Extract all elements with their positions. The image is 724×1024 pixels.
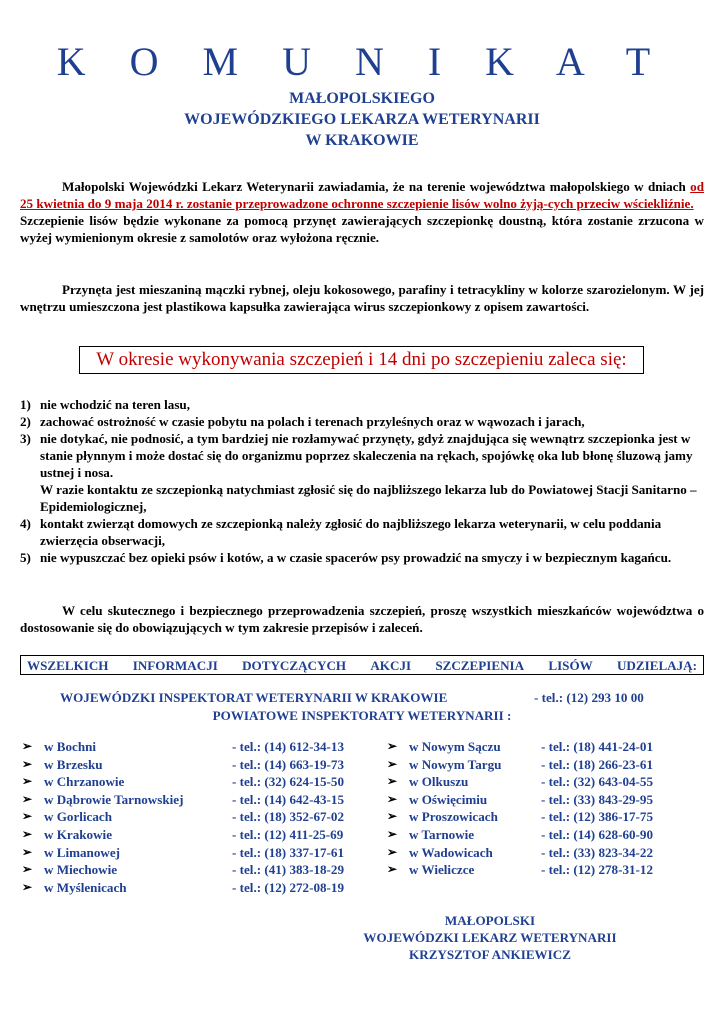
arrow-bullet-icon: ➢ [387,774,398,789]
contact-phone: - tel.: (14) 612-34-13 [232,739,344,754]
list-item [20,549,710,566]
arrow-bullet-icon: ➢ [22,739,33,753]
contact-row [387,861,687,879]
contact-row [387,773,687,791]
contact-name: w Myślenicach [44,879,127,895]
arrow-bullet-icon: ➢ [22,879,33,894]
list-item [20,396,710,413]
vaccination-period-highlight: od 25 kwietnia do 9 maja 2014 r. zostanie przeprowadzone ochronne szczepienie lisów wolno żyją-cych przeciw wściekliźnie. [20,179,704,211]
contact-row [22,826,382,844]
contact-phone: - tel.: (18) 266-23-61 [541,756,653,772]
contact-phone: - tel.: (12) 411-25-69 [232,826,344,842]
info-word: SZCZEPIENIA [435,658,525,673]
arrow-bullet-icon: ➢ [387,809,398,824]
info-word: INFORMACJI [132,658,218,673]
contact-row [387,826,687,844]
contact-phone: - tel.: (12) 278-31-12 [541,862,653,878]
intro-text-2: Szczepienie lisów będzie wykonane za pomocą przynęt zawierających szczepionkę doustną, która zostanie zrzucona w wyżej wymienionym okresie z samolotów oraz wyłożona ręcznie. [20,213,704,245]
appeal-paragraph: W celu skutecznego i bezpiecznego przeprowadzenia szczepień, proszę wszystkich mieszkańców województwa o dostosowanie się do obowiązujących w tym zakresie przepisów i zaleceń. [20,603,704,635]
info-word: UDZIELAJĄ: [616,658,697,673]
list-text: nie wchodzić na teren lasu, [40,397,190,412]
list-item [20,413,710,430]
contact-name: w Nowym Targu [409,756,502,772]
contact-name: w Proszowicach [409,809,498,825]
contact-row [22,808,382,826]
main-inspectorate-name: WOJEWÓDZKI INSPEKTORAT WETERYNARII W KRAKOWIE [60,690,448,705]
info-word: AKCJI [370,658,412,673]
list-text: nie dotykać, nie podnosić, a tym bardziej nie rozłamywać przynęty, gdyż znajdująca się wewnątrz szczepionka jest w stanie płynnym i może dostać się do organizmu poprzez skaleczenia na rękach, spojówkę oka lub błonę śluzową jamy ustnej i nosa. [40,431,693,480]
contact-phone: - tel.: (12) 386-17-75 [541,809,653,825]
contact-row [387,808,687,826]
contact-name: w Tarnowie [409,826,475,842]
contact-phone: - tel.: (33) 823-34-22 [541,844,653,860]
arrow-bullet-icon: ➢ [22,791,33,806]
contact-row [387,791,687,809]
arrow-bullet-icon: ➢ [387,862,398,877]
list-item [20,515,710,549]
contact-name: w Dąbrowie Tarnowskiej [44,791,184,807]
contact-name: w Nowym Sączu [409,739,501,754]
intro-paragraph [20,178,704,246]
contact-name: w Brzesku [44,756,103,772]
arrow-bullet-icon: ➢ [387,791,398,806]
arrow-bullet-icon: ➢ [387,739,398,753]
signature-block [300,912,680,963]
contact-row [387,844,687,862]
list-number: 3) [20,431,31,446]
contact-phone: - tel.: (41) 383-18-29 [232,862,344,878]
contact-name: w Olkuszu [409,774,469,790]
contact-name: w Gorlicach [44,809,113,825]
signature-line-3: KRZYSZTOF ANKIEWICZ [409,947,571,962]
contact-name: w Oświęcimiu [409,791,488,807]
list-number: 2) [20,414,31,429]
main-inspectorate-phone: - tel.: (12) 293 10 00 [534,690,644,705]
issuer-line-2: WOJEWÓDZKIEGO LEKARZA WETERYNARII [184,111,540,128]
bait-paragraph: Przynęta jest mieszaniną mączki rybnej, oleju kokosowego, parafiny i tetracykliny w kolorze szarozielonym. W jej wnętrzu umieszczona jest plastikowa kapsułka zawierająca wirus szczepionkowy z opisem zawartości. [20,282,704,314]
contact-row [22,844,382,862]
list-item [20,430,710,481]
arrow-bullet-icon: ➢ [22,756,33,771]
list-number: 4) [20,516,31,531]
list-item [20,481,710,515]
contacts-left-column [22,738,382,896]
signature-line-2: WOJEWÓDZKI LEKARZ WETERYNARII [363,930,617,945]
contact-phone: - tel.: (18) 337-17-61 [232,844,344,860]
info-word: LISÓW [548,658,593,673]
contact-row [22,879,382,897]
issuer-line-3: W KRAKOWIE [305,132,419,149]
page-title: K O M U N I K A T [56,39,668,84]
contact-name: w Krakowie [44,826,113,842]
contact-phone: - tel.: (14) 642-43-15 [232,791,344,807]
contact-row [22,738,382,756]
arrow-bullet-icon: ➢ [387,756,398,771]
contact-name: w Wadowicach [409,844,493,860]
arrow-bullet-icon: ➢ [387,844,398,859]
contact-row [387,756,687,774]
arrow-bullet-icon: ➢ [22,862,33,877]
info-word: DOTYCZĄCYCH [242,658,347,673]
contact-phone: - tel.: (33) 843-29-95 [541,791,653,807]
issuer-line-1: MAŁOPOLSKIEGO [289,90,435,107]
contact-name: w Limanowej [44,844,121,860]
contact-row [22,756,382,774]
list-number: 1) [20,397,31,412]
district-inspectorates-heading: POWIATOWE INSPEKTORATY WETERYNARII : [212,708,512,723]
contact-row [22,861,382,879]
list-text: zachować ostrożność w czasie pobytu na polach i terenach przyleśnych oraz w wąwozach i jarach, [40,414,585,429]
contact-row [387,738,687,756]
contact-name: w Bochni [44,739,97,754]
contact-phone: - tel.: (32) 624-15-50 [232,774,344,790]
arrow-bullet-icon: ➢ [387,826,398,841]
contact-row [22,791,382,809]
contact-name: w Miechowie [44,862,118,878]
contact-phone: - tel.: (18) 441-24-01 [541,739,653,754]
recommendation-list [20,396,710,566]
signature-line-1: MAŁOPOLSKI [444,913,536,928]
contact-name: w Wieliczce [409,862,475,878]
arrow-bullet-icon: ➢ [22,774,33,789]
arrow-bullet-icon: ➢ [22,844,33,859]
contact-phone: - tel.: (18) 352-67-02 [232,809,344,825]
contact-phone: - tel.: (14) 663-19-73 [232,756,344,772]
issuer-block [0,88,724,151]
contact-row [22,773,382,791]
arrow-bullet-icon: ➢ [22,826,33,841]
list-text: nie wypuszczać bez opieki psów i kotów, a w czasie spacerów psy prowadzić na smyczy i w bezpiecznym kagańcu. [40,550,672,565]
list-text: W razie kontaktu ze szczepionką natychmiast zgłosić się do najbliższego lekarza lub do Powiatowej Stacji Sanitarno – Epidemiologicznej, [40,482,697,514]
list-number: 5) [20,550,31,565]
recommendation-heading: W okresie wykonywania szczepień i 14 dni po szczepieniu zaleca się: [79,346,644,374]
contact-phone: - tel.: (32) 643-04-55 [541,774,653,790]
list-text: kontakt zwierząt domowych ze szczepionką należy zgłosić do najbliższego lekarza weterynarii, w celu poddania zwierzęcia obserwacji, [40,516,662,548]
contact-name: w Chrzanowie [44,774,125,790]
contact-phone: - tel.: (12) 272-08-19 [232,879,344,895]
contact-phone: - tel.: (14) 628-60-90 [541,826,653,842]
intro-text: Małopolski Wojewódzki Lekarz Weterynarii zawiadamia, że na terenie województwa małopolskiego w dniach [62,179,691,194]
arrow-bullet-icon: ➢ [22,809,33,824]
info-box [20,655,704,675]
info-word: WSZELKICH [27,658,109,673]
contacts-right-column [387,738,687,879]
